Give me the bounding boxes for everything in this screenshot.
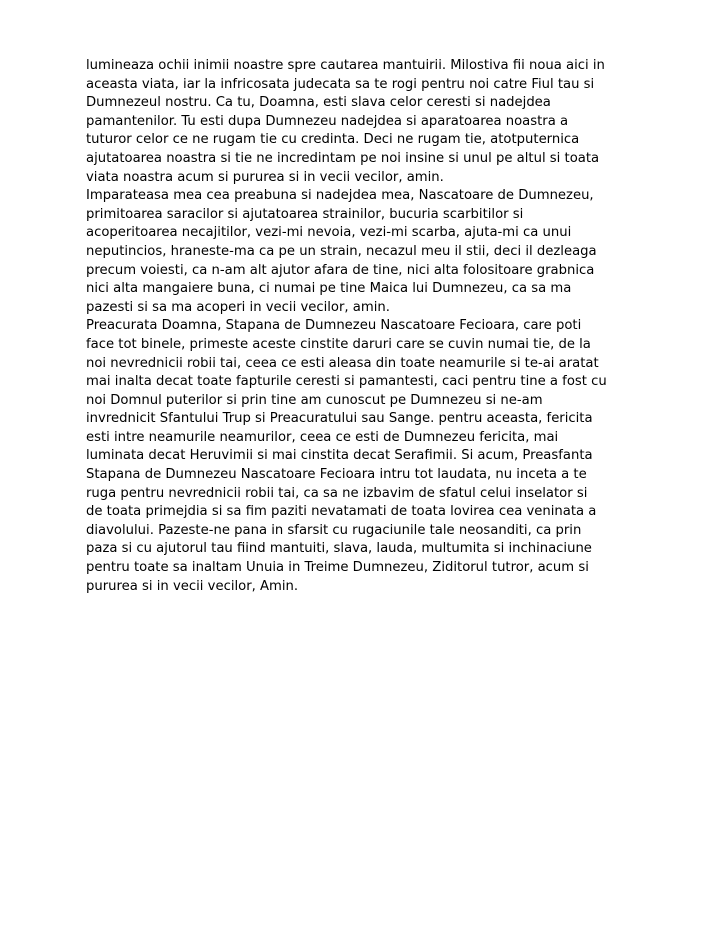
text-line: pamantenilor. Tu esti dupa Dumnezeu nadejdea si aparatoarea noastra a [86, 113, 569, 129]
text-line: esti intre neamurile neamurilor, ceea ce esti de Dumnezeu fericita, mai [86, 429, 559, 445]
text-line: pururea si in vecii vecilor, Amin. [86, 578, 299, 594]
text-line: ruga pentru nevrednicii robii tai, ca sa ne izbavim de sfatul celui inselator si [86, 485, 588, 501]
text-line: Dumnezeul nostru. Ca tu, Doamna, esti slava celor ceresti si nadejdea [86, 95, 551, 111]
text-line: Preacurata Doamna, Stapana de Dumnezeu Nascatoare Fecioara, care poti [86, 318, 582, 334]
text-line: pazesti si sa ma acoperi in vecii vecilor, amin. [86, 299, 390, 315]
text-line: Stapana de Dumnezeu Nascatoare Fecioara intru tot laudata, nu inceta a te [86, 467, 587, 483]
text-line: invrednicit Sfantului Trup si Preacuratului sau Sange. pentru aceasta, fericita [86, 411, 593, 427]
text-line: lumineaza ochii inimii noastre spre cautarea mantuirii. Milostiva fii noua aici in [86, 58, 605, 73]
text-line: de toata primejdia si sa fim paziti nevatamati de toata lovirea cea veninata a [86, 504, 597, 520]
text-line: aceasta viata, iar la infricosata judecata sa te rogi pentru noi catre Fiul tau si [86, 76, 595, 92]
text-line: ajutatoarea noastra si tie ne incredintam pe noi insine si unul pe altul si toata [86, 150, 600, 166]
text-line: luminata decat Heruvimii si mai cinstita decat Serafimii. Si acum, Preasfanta [86, 448, 593, 464]
text-line: nici alta mangaiere buna, ci numai pe tine Maica lui Dumnezeu, ca sa ma [86, 281, 572, 297]
text-line: tuturor celor ce ne rugam tie cu credinta. Deci ne rugam tie, atotputernica [86, 132, 580, 148]
text-line: face tot binele, primeste aceste cinstite daruri care se cuvin numai tie, de la [86, 336, 591, 352]
text-line: diavolului. Pazeste-ne pana in sfarsit cu rugaciunile tale neosanditi, ca prin [86, 522, 582, 538]
text-line: pentru toate sa inaltam Unuia in Treime Dumnezeu, Ziditorul tutror, acum si [86, 560, 589, 576]
text-line: neputincios, hraneste-ma ca pe un strain, necazul meu il stii, deci il dezleaga [86, 243, 597, 259]
text-line: precum voiesti, ca n-am alt ajutor afara de tine, nici alta folositoare grabnica [86, 262, 595, 278]
prayer-text-block [86, 57, 686, 596]
text-line: Imparateasa mea cea preabuna si nadejdea mea, Nascatoare de Dumnezeu, [86, 188, 594, 204]
text-line: paza si cu ajutorul tau fiind mantuiti, slava, lauda, multumita si inchinaciune [86, 541, 592, 557]
text-line: noi nevrednicii robii tai, ceea ce esti aleasa din toate neamurile si te-ai aratat [86, 355, 599, 371]
text-line: noi Domnul puterilor si prin tine am cunoscut pe Dumnezeu si ne-am [86, 392, 543, 408]
text-line: acoperitoarea necajitilor, vezi-mi nevoia, vezi-mi scarba, ajuta-mi ca unui [86, 225, 572, 241]
text-line: mai inalta decat toate fapturile ceresti si pamantesti, caci pentru tine a fost cu [86, 374, 607, 390]
text-line: viata noastra acum si pururea si in vecii vecilor, amin. [86, 169, 444, 185]
text-line: primitoarea saracilor si ajutatoarea strainilor, bucuria scarbitilor si [86, 206, 524, 222]
